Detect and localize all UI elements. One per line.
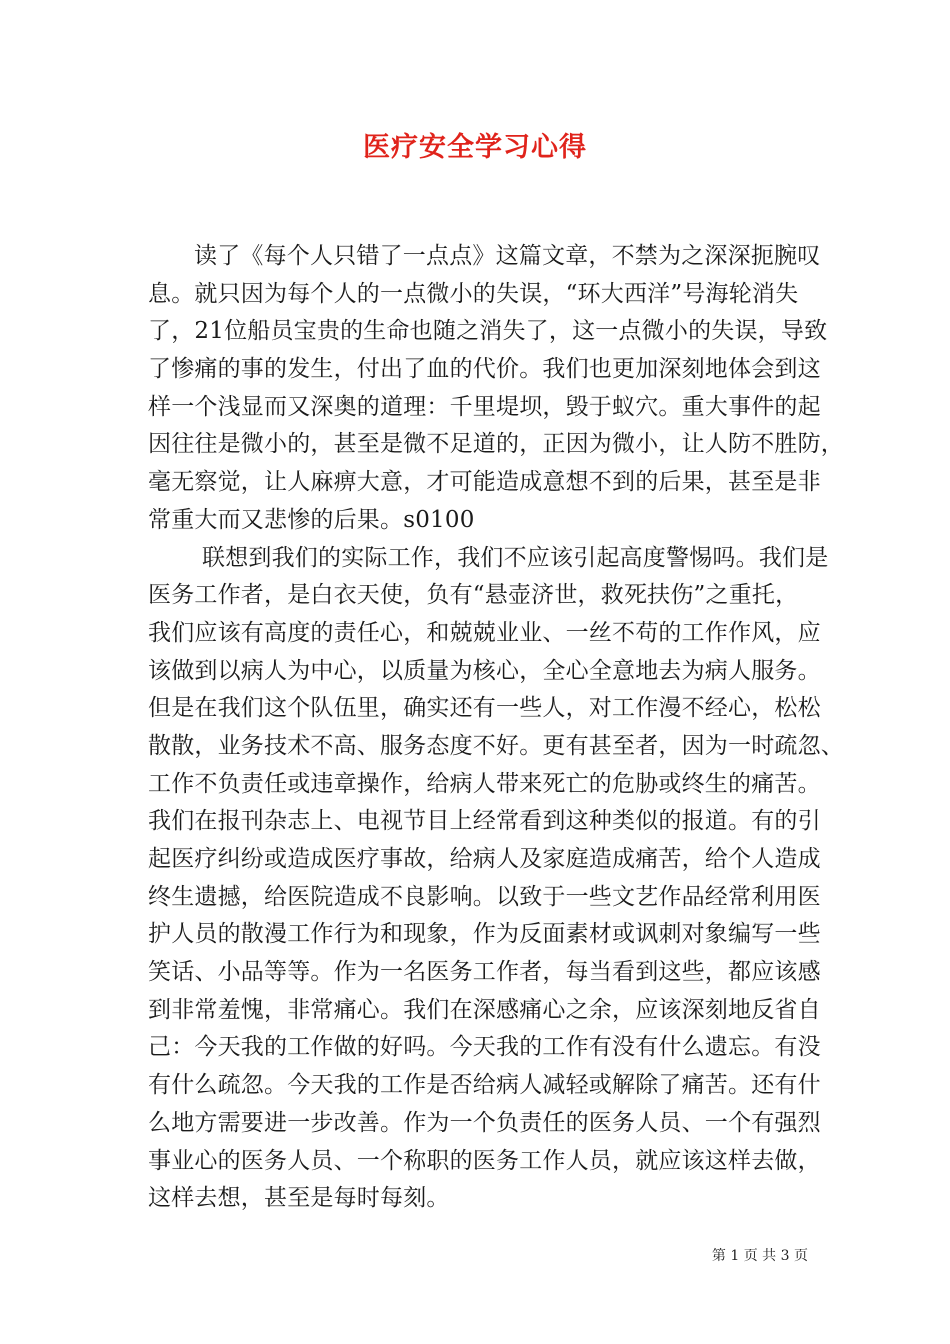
paragraph-1-line: 毫无察觉，让人麻痹大意，才可能造成意想不到的后果，甚至是非 (148, 469, 821, 496)
paragraph-2-line: 我们在报刊杂志上、电视节目上经常看到这种类似的报道。有的引 (148, 808, 821, 835)
paragraph-2-line: 联想到我们的实际工作，我们不应该引起高度警惕吗。我们是 (202, 544, 829, 571)
paragraph-1-line: 了，21位船员宝贵的生命也随之消失了，这一点微小的失误，导致 (148, 318, 828, 345)
paragraph-2-line: 起医疗纠纷或造成医疗事故，给病人及家庭造成痛苦，给个人造成 (148, 846, 821, 872)
paragraph-1-line: 了惨痛的事的发生，付出了血的代价。我们也更加深刻地体会到这 (148, 356, 821, 383)
paragraph-2-line: 医务工作者，是白衣天使，负有“悬壶济世，救死扶伤”之重托， (148, 582, 799, 609)
paragraph-2-line: 我们应该有高度的责任心，和兢兢业业、一丝不苟的工作作风，应 (148, 619, 821, 646)
paragraph-1-line: 常重大而又悲惨的后果。s0100 (148, 506, 475, 533)
paragraph-1-line: 因往往是微小的，甚至是微不足道的，正因为微小，让人防不胜防， (148, 431, 844, 458)
paragraph-2-line: 己：今天我的工作做的好吗。今天我的工作有没有什么遗忘。有没 (148, 1034, 821, 1061)
paragraph-2-line: 散散，业务技术不高、服务态度不好。更有甚至者，因为一时疏忽、 (148, 732, 844, 759)
paragraph-1-line: 读了《每个人只错了一点点》这篇文章，不禁为之深深扼腕叹 (194, 243, 821, 269)
paragraph-2-line: 笑话、小品等等。作为一名医务工作者，每当看到这些，都应该感 (148, 959, 821, 986)
paragraph-2-line: 但是在我们这个队伍里，确实还有一些人，对工作漫不经心，松松 (148, 695, 821, 722)
paragraph-2-line: 工作不负责任或违章操作，给病人带来死亡的危胁或终生的痛苦。 (148, 770, 821, 797)
paragraph-2-line: 到非常羞愧，非常痛心。我们在深感痛心之余，应该深刻地反省自 (148, 996, 821, 1023)
paragraph-2-line: 终生遗撼，给医院造成不良影响。以致于一些文艺作品经常利用医 (148, 883, 821, 910)
paragraph-2-line: 这样去想，甚至是每时每刻。 (148, 1185, 450, 1212)
paragraph-2-line: 事业心的医务人员、一个称职的医务工作人员，就应该这样去做， (148, 1147, 821, 1174)
document-body (148, 238, 844, 1218)
paragraph-1-line: 样一个浅显而又深奥的道理：千里堤坝，毁于蚁穴。重大事件的起 (148, 393, 821, 420)
paragraph-1-line: 息。就只因为每个人的一点微小的失误，“环大西洋”号海轮消失 (148, 280, 799, 307)
paragraph-2-line: 么地方需要进一步改善。作为一个负责任的医务人员、一个有强烈 (148, 1109, 821, 1136)
paragraph-2-line: 护人员的散漫工作行为和现象，作为反面素材或讽刺对象编写一些 (148, 921, 821, 948)
paragraph-2-line: 该做到以病人为中心，以质量为核心，全心全意地去为病人服务。 (148, 657, 821, 684)
document-title: 医疗安全学习心得 (363, 132, 587, 163)
paragraph-2-line: 有什么疏忽。今天我的工作是否给病人减轻或解除了痛苦。还有什 (148, 1072, 821, 1099)
page-number-footer: 第 1 页 共 3 页 (711, 1248, 808, 1264)
